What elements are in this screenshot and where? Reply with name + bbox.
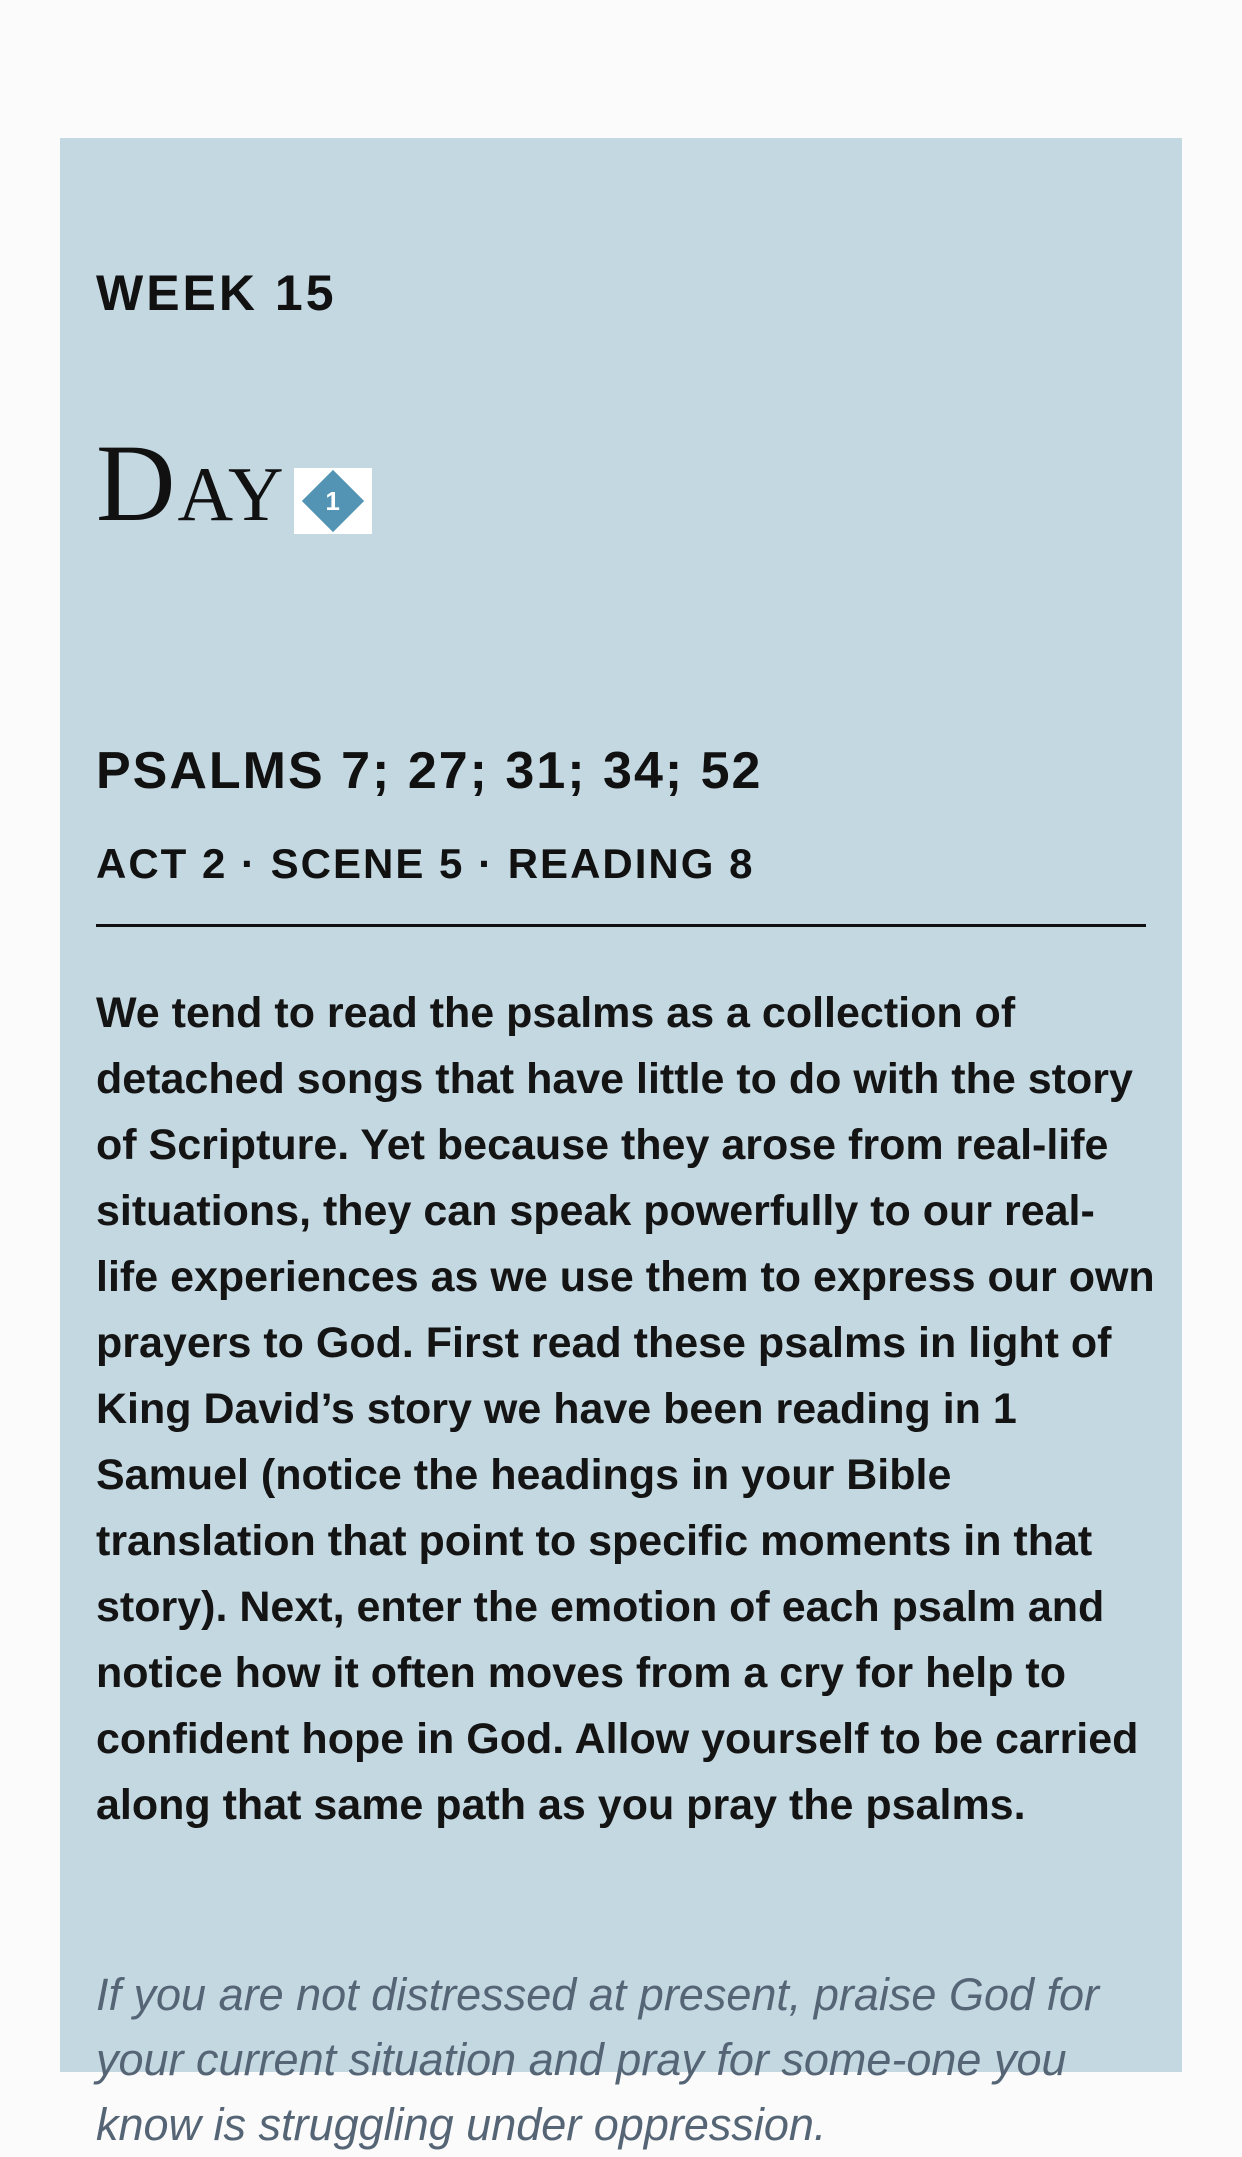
reading-body: We tend to read the psalms as a collection of detached songs that have little to do with the story of Scripture. Yet because they arose from real-life situations, they can speak powerfully to our real-life experiences as we use them to express our own prayers to God. First read these psalms in light of King David’s story we have been reading in 1 Samuel (notice the headings in your Bible translation that point to specific moments in that story). Next, enter the emotion of each psalm and notice how it often moves from a cry for help to confident hope in God. Allow yourself to be carried along that same path as you pray the psalms.	[96, 989, 1155, 1829]
reading-card	[60, 138, 1182, 2150]
day-number-badge	[294, 468, 372, 534]
reflection-prompt: If you are not distressed at present, praise God for your current situation and pray for some-one you know is struggling under oppression.	[96, 1969, 1100, 2150]
day-title: Day	[96, 422, 286, 544]
divider	[96, 924, 1146, 927]
day-number: 1	[325, 486, 340, 516]
week-label: WEEK 15	[96, 265, 337, 321]
day-heading	[96, 422, 372, 544]
scripture-reference: PSALMS 7; 27; 31; 34; 52	[96, 742, 763, 800]
reading-meta: ACT 2 · SCENE 5 · READING 8	[96, 840, 755, 887]
